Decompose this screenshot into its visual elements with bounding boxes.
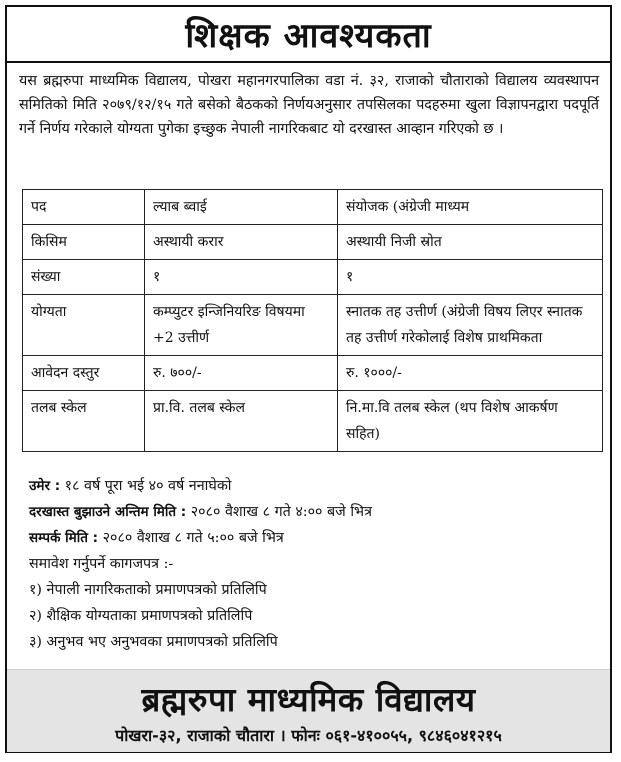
table-row [23,225,603,260]
deadline-label: दरखास्त बुझाउने अन्तिम मिति : [29,504,187,520]
age-label: उमेर : [29,478,61,494]
lab-boy-count: १ [145,260,338,295]
lab-boy-post: ल्याब ब्वाई [145,190,338,225]
deadline-value: २०८० वैशाख ८ गते ४:०० बजे भित्र [186,504,372,520]
document-item: ३) अनुभव भए अनुभवका प्रमाणपत्रको प्रतिलिपि [29,634,278,650]
document-item: २) शैक्षिक योग्यताका प्रमाणपत्रको प्रतिलिपि [29,608,253,624]
notice-intro: यस ब्रह्मरुपा माध्यमिक विद्यालय, पोखरा महानगरपालिका वडा नं. ३२, राजाको चौताराको विद्यालय व्यवस्थापन समितिको मिति २०७९/१२/१५ गते बसेको बैठकको निर्णयअनुसार तपसिलका पदहरुमा खुला विज्ञापनद्वारा पदपूर्ति गर्ने निर्णय गरेकाले योग्यता पुगेका इच्छुक नेपाली नागरिकबाट यो दरखास्त आव्हान गरिएको छ । [19,73,599,137]
row-label-qualification: योग्यता [23,295,145,356]
contact-date-info [29,525,599,551]
notice-details [29,473,599,655]
school-name: ब्रह्मरुपा माध्यमिक विद्यालय [141,680,476,719]
row-label-post: पद [23,190,145,225]
document-item: १) नेपाली नागरिकताको प्रमाणपत्रको प्रतिलिपि [29,582,267,598]
coordinator-qualification: स्नातक तह उत्तीर्ण (अंग्रेजी विषय लिएर स्नातक तह उत्तीर्ण गरेकोलाई विशेष प्राथमिकता [338,295,603,356]
lab-boy-type: अस्थायी करार [145,225,338,260]
notice-title: शिक्षक आवश्यकता [185,16,432,56]
lab-boy-qualification: कम्प्युटर इन्जिनियरिङ विषयमा +2 उत्तीर्ण [145,295,338,356]
table-row [23,391,603,452]
contact-date-value: २०८० वैशाख ८ गते ५:०० बजे भित्र [98,530,284,546]
lab-boy-fee: रु. ७००/- [145,356,338,391]
row-label-type: किसिम [23,225,145,260]
row-label-salary: तलब स्केल [23,391,145,452]
vacancy-table [22,189,603,452]
coordinator-salary: नि.मा.वि तलब स्केल (थप विशेष आकर्षण सहित) [338,391,603,452]
table-row [23,295,603,356]
row-label-count: संख्या [23,260,145,295]
school-contact: पोखरा-३२, राजाको चौतारा । फोनः ०६१-४१००५५, ९८४६०४१२१५ [115,726,502,745]
deadline-info [29,499,599,525]
table-row [23,190,603,225]
notice-title-bar [7,7,610,63]
coordinator-count: १ [338,260,603,295]
contact-date-label: सम्पर्क मिति : [29,530,99,546]
age-requirement [29,473,599,499]
documents-heading: समावेश गर्नुपर्ने कागजपत्र :- [29,556,174,572]
school-footer [7,669,610,752]
coordinator-post: संयोजक (अंग्रेजी माध्यम [338,190,603,225]
advertisement-frame [5,5,612,753]
table-row [23,356,603,391]
coordinator-fee: रु. १०००/- [338,356,603,391]
lab-boy-salary: प्रा.वि. तलब स्केल [145,391,338,452]
age-value: १८ वर्ष पूरा भई ४० वर्ष ननाघेको [60,478,232,494]
table-row [23,260,603,295]
row-label-fee: आवेदन दस्तुर [23,356,145,391]
coordinator-type: अस्थायी निजी स्रोत [338,225,603,260]
